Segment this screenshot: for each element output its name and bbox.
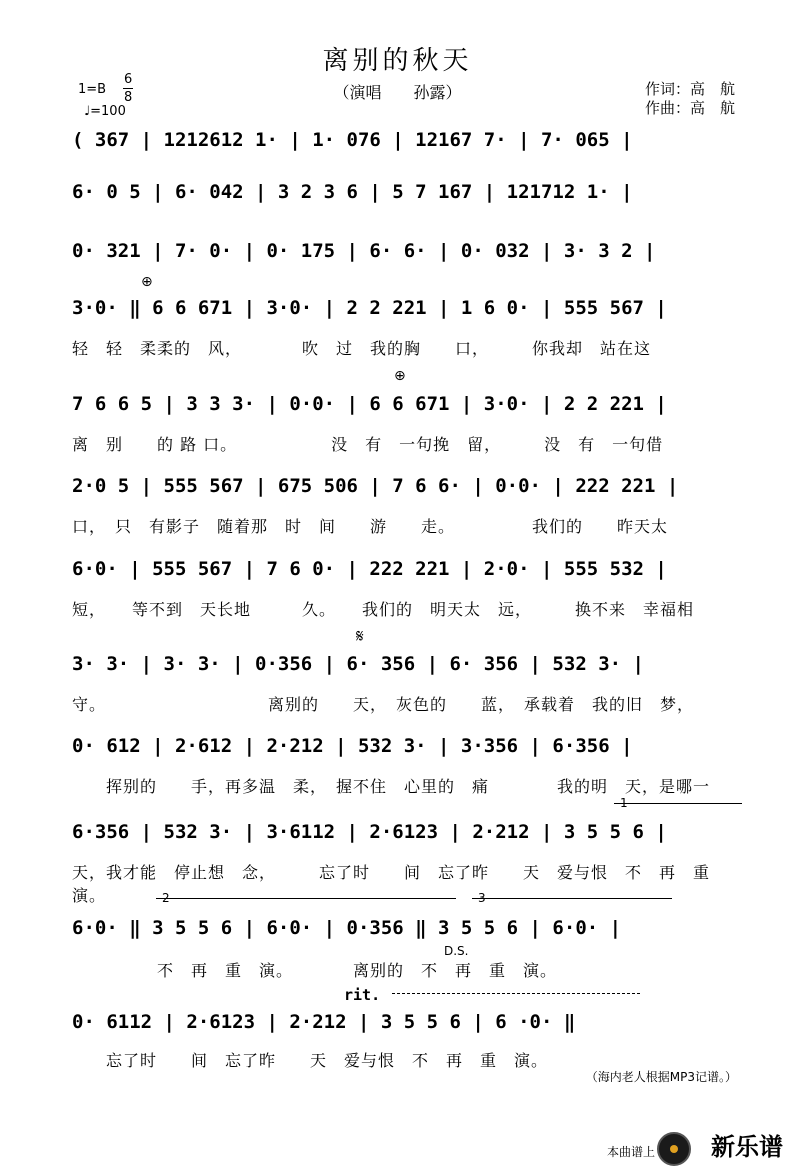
footer-source: 本曲谱上 bbox=[606, 1145, 655, 1159]
segno-mark: 𝄋 bbox=[356, 626, 364, 647]
lyric-row-4: 轻 轻 柔柔的 风， 吹 过 我的胸 口， 你我却 站在这 bbox=[72, 339, 652, 358]
key-signature: 1=B bbox=[78, 82, 107, 97]
credits bbox=[645, 80, 735, 118]
lyric-row-5: 离 别 的 路 口。 没 有 一句挽 留， 没 有 一句借 bbox=[72, 435, 664, 454]
score-row-10: 6·356 | 532 3· | 3·6112 | 2·6123 | 2·212 | 3 5 5 6 | bbox=[72, 821, 667, 843]
ds-mark: D.S. bbox=[444, 944, 469, 958]
lyric-row-9: 挥别的 手，再多温 柔， 握不住 心里的 痛 我的明 天，是哪一 bbox=[72, 777, 711, 796]
score-row-1: ( 367 | 1212612 1· | 1· 076 | 12167 7· | 7· 065 | bbox=[72, 129, 633, 151]
time-signature-bottom: 8 bbox=[124, 90, 133, 105]
score-row-3: 0· 321 | 7· 0· | 0· 175 | 6· 6· | 0· 032 | 3· 3 2 | bbox=[72, 240, 656, 262]
time-signature-top: 6 bbox=[124, 72, 133, 87]
lyric-row-6: 口， 只 有影子 随着那 时 间 游 走。 我们的 昨天太 bbox=[72, 517, 669, 536]
score-row-9: 0· 612 | 2·612 | 2·212 | 532 3· | 3·356 | 6·356 | bbox=[72, 735, 633, 757]
score-row-8: 3· 3· | 3· 3· | 0·356 | 6· 356 | 6· 356 | 532 3· | bbox=[72, 653, 644, 675]
lyric-row-7: 短， 等不到 天长地 久。 我们的 明天太 远， 换不来 幸福相 bbox=[72, 600, 695, 619]
score-row-2: 6· 0 5 | 6· 042 | 3 2 3 6 | 5 7 167 | 121712 1· | bbox=[72, 181, 633, 203]
rit-mark: rit. bbox=[344, 986, 381, 1004]
lyric-row-11: 不 再 重 演。 离别的 不 再 重 演。 bbox=[72, 961, 558, 980]
singer-line: （演唱 孙露） bbox=[333, 83, 462, 102]
lyric-row-12: 忘了时 间 忘了昨 天 爱与恨 不 再 重 演。 bbox=[72, 1051, 549, 1070]
record-disc-icon bbox=[657, 1132, 691, 1166]
score-row-7: 6·0· | 555 567 | 7 6 0· | 222 221 | 2·0· | 555 532 | bbox=[72, 558, 667, 580]
transcriber-note: （海内老人根据MP3记谱。） bbox=[585, 1070, 737, 1084]
score-row-12: 0· 6112 | 2·6123 | 2·212 | 3 5 5 6 | 6 ·0· ‖ bbox=[72, 1011, 576, 1033]
score-row-4: 3·0· ‖ 6 6 671 | 3·0· | 2 2 221 | 1 6 0· | 555 567 | bbox=[72, 297, 667, 319]
coda-mark-2: ⊕ bbox=[394, 368, 406, 384]
tempo-marking: ♩=100 bbox=[84, 104, 126, 119]
lyric-row-10: 天，我才能 停止想 念， 忘了时 间 忘了昨 天 爱与恨 不 再 重 演。 bbox=[72, 863, 728, 905]
score-row-11: 6·0· ‖ 3 5 5 6 | 6·0· | 0·356 ‖ 3 5 5 6 | 6·0· | bbox=[72, 917, 622, 939]
lyric-row-8: 守。 离别的 天， 灰色的 蓝， 承载着 我的旧 梦， bbox=[72, 695, 695, 714]
composer-credit: 作曲：高 航 bbox=[644, 99, 735, 117]
song-title: 离别的秋天 bbox=[322, 46, 473, 76]
footer-brand-logo: 新乐谱 bbox=[711, 1133, 783, 1161]
score-row-5: 7 6 6 5 | 3 3 3· | 0·0· | 6 6 671 | 3·0· | 2 2 221 | bbox=[72, 393, 667, 415]
score-row-6: 2·0 5 | 555 567 | 675 506 | 7 6 6· | 0·0· | 222 221 | bbox=[72, 475, 679, 497]
coda-mark-1: ⊕ bbox=[141, 274, 153, 290]
lyricist-credit: 作词：高 航 bbox=[644, 80, 735, 98]
